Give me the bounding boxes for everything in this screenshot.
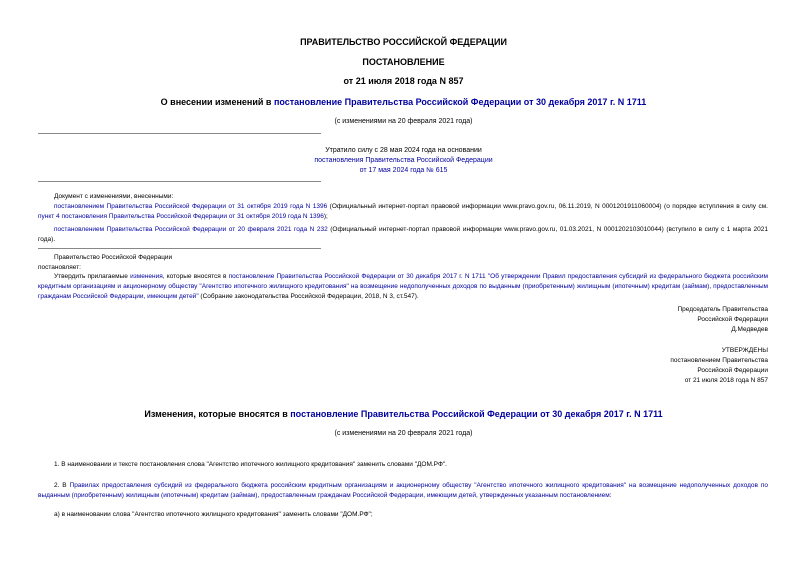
paragraph-2 <box>38 481 768 501</box>
paragraph-2-prefix: 2. В <box>54 482 70 489</box>
document-title <box>0 97 807 108</box>
approve-prefix: Утвердить прилагаемые <box>54 273 131 280</box>
amendment-text-end: ); <box>323 213 328 220</box>
government-title: ПРАВИТЕЛЬСТВО РОССИЙСКОЙ ФЕДЕРАЦИИ <box>300 37 507 47</box>
amendment-item-1 <box>38 202 768 222</box>
amendments-heading: Документ с изменениями, внесенными: <box>54 193 174 200</box>
amendment-link-1396[interactable]: постановлением Правительства Российской Федерации от 31 октября 2019 года N 1396 <box>54 203 328 210</box>
paragraph-1: 1. В наименовании и тексте постановления слова "Агентство ипотечного жилищного кредитования" заменить словами "ДОМ.РФ". <box>54 461 447 468</box>
paragraph-3: а) в наименовании слова "Агентство ипотечного жилищного кредитования" заменить словами "ДОМ.РФ"; <box>54 511 373 518</box>
divider <box>38 248 321 249</box>
date-number: от 21 июля 2018 года N 857 <box>343 76 464 86</box>
changes-link[interactable]: изменения <box>130 273 163 280</box>
decree-1711-link[interactable]: постановление Правительства Российской Федерации от 30 декабря 2017 г. N 1711 "Об утверждении Правил предоставления субсидий из федерального бюджета российским кредитным организациям и акционерному обществу "Агентство ипотечного жилищного кредитования" на возмещение недополученных доходов по выданным (приобретенным) жилищным (ипотечным) кредитам (займам), предоставленным гражданам Российской Федерации, имеющим детей" <box>38 273 768 300</box>
amendment-link-232[interactable]: постановлением Правительства Российской Федерации от 20 февраля 2021 года N 232 <box>54 226 328 233</box>
amendment-link-1396-p4[interactable]: пункт 4 постановления Правительства Российской Федерации от 31 октября 2019 года N 1396 <box>38 213 324 220</box>
changes-title <box>0 409 807 420</box>
amendment-text: (Официальный интернет-портал правовой информации www.pravo.gov.ru, 06.11.2019, N 0001201911060004) (о порядке вступления в силу см. <box>327 203 768 210</box>
approved-by: постановлением Правительства <box>670 357 768 364</box>
approve-mid: , которые вносятся в <box>162 273 229 280</box>
approved-date: от 21 июля 2018 года N 857 <box>684 377 768 384</box>
expired-basis-link-date[interactable]: от 17 мая 2024 года № 615 <box>359 167 448 174</box>
amendment-item-2 <box>38 225 768 245</box>
signature-org: Российской Федерации <box>697 316 768 323</box>
expired-basis-link[interactable]: постановления Правительства Российской Федерации <box>314 157 493 164</box>
changes-note: (с изменениями на 20 февраля 2021 года) <box>334 118 473 125</box>
signature-title: Председатель Правительства <box>677 306 768 313</box>
amended-decree-link[interactable]: постановление Правительства Российской Федерации от 30 декабря 2017 г. N 1711 <box>273 97 647 107</box>
changes-title-link[interactable]: постановление Правительства Российской Федерации от 30 декабря 2017 г. N 1711 <box>290 409 663 419</box>
approved-label: УТВЕРЖДЕНЫ <box>721 347 768 354</box>
doc-type: ПОСТАНОВЛЕНИЕ <box>362 57 445 67</box>
divider <box>38 133 321 134</box>
document-title-prefix: О внесении изменений в <box>160 97 274 107</box>
paragraph-2-end: : <box>609 492 612 499</box>
changes-note: (с изменениями на 20 февраля 2021 года) <box>334 430 473 437</box>
approved-org: Российской Федерации <box>697 367 768 374</box>
expired-line: Утратило силу с 28 мая 2024 года на основании <box>325 147 482 154</box>
approve-paragraph <box>38 272 768 302</box>
body-gov: Правительство Российской Федерации <box>54 254 173 261</box>
amendment-text: (Официальный интернет-портал правовой информации www.pravo.gov.ru, 01.03.2021, N 0001202103010044) (вступило в силу с 1 марта 2021 года). <box>38 226 768 243</box>
changes-title-prefix: Изменения, которые вносятся в <box>144 409 291 419</box>
approve-end: (Собрание законодательства Российской Федерации, 2018, N 3, ст.547). <box>198 293 419 300</box>
rules-link[interactable]: Правилах предоставления субсидий из федерального бюджета российским кредитным организациям и акционерному обществу "Агентство ипотечного жилищного кредитования" на возмещение недополученных доходов по выданным (приобретенным) жилищным (ипотечным) кредитам (займам), предоставленным гражданам Российской Федерации, имеющим детей, утвержденных указанным постановлением <box>38 482 768 499</box>
divider <box>38 181 321 182</box>
signature-name: Д.Медведев <box>731 326 768 333</box>
body-decrees: постановляет: <box>38 264 81 271</box>
